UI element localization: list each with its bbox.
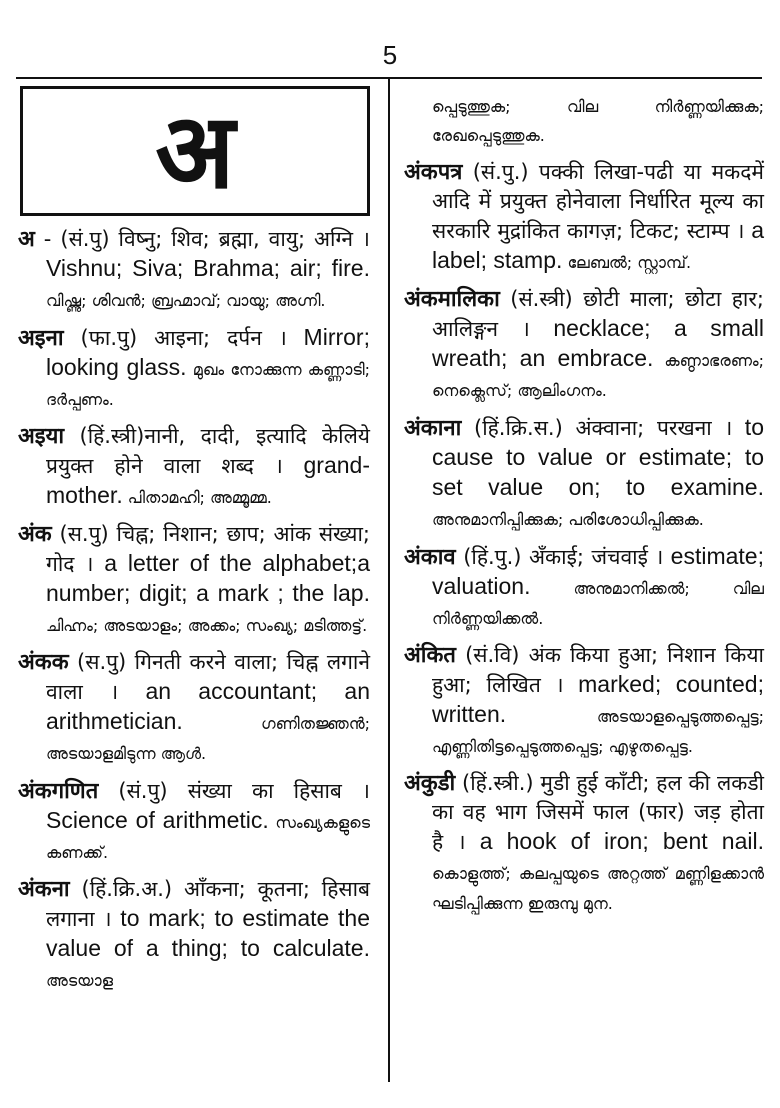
headword: अंकक [18,650,69,675]
headword: अंकाना [404,416,462,441]
headword: अंक [18,522,52,547]
malayalam-definition: കൊളുത്ത്; കലപ്പയുടെ അറ്റത്ത് മണ്ണിളക്കാൻ ഘടിപ്പിക്കുന്ന ഇരുമ്പു മുന. [432,864,764,913]
english-definition: grand-mother. [46,452,370,508]
malayalam-definition: മുഖം നോക്കുന്ന കണ്ണാടി; ദർപ്പണം. [46,360,370,409]
english-definition: an accountant; an arithmetician. [46,678,370,734]
hindi-definition: (स.पु) गिनती करने वाला; चिह्न लगाने वाला । [46,650,370,704]
headword: अंकना [18,877,70,902]
malayalam-definition: അടയാള [46,971,114,990]
right-column [404,92,764,926]
english-definition: a letter of the alphabet;a number; digit; a mark ; the lap. [46,550,370,606]
headword: अंकगणित [18,779,99,804]
headword: अंकपत्र [404,160,463,185]
malayalam-definition: വിഷ്ണു; ശിവൻ; ബ്രഹ്മാവ്; വായു; അഗ്നി. [46,291,326,310]
dictionary-entry [18,520,370,640]
dictionary-entry [18,776,370,867]
english-definition: a label; stamp. [432,217,765,273]
dictionary-entry [404,285,764,405]
malayalam-definition: കണ്ഠാഭരണം; നെക്ലെസ്; ആലിംഗനം. [432,351,765,400]
english-definition: a hook of iron; bent nail. [465,828,764,854]
hindi-definition: (हिं.क्रि.स.) अंक्वाना; परखना । [461,416,733,440]
hindi-definition: - (सं.पु) विष्नु; शिव; ब्रह्मा, वायु; अग्नि । [34,227,370,251]
malayalam-definition: അനുമാനിപ്പിക്കുക; പരിശോധിപ്പിക്കുക. [432,510,704,529]
malayalam-definition: ലേബൽ; സ്റ്റാമ്പ്. [562,253,692,272]
english-definition: marked; counted; written. [432,671,764,727]
dictionary-entry [18,875,370,995]
english-definition: to cause to value or estimate; to set value on; to examine. [432,414,764,500]
section-letter: अ [155,90,235,212]
dictionary-entry [404,769,764,918]
hindi-definition: (हिं.पु.) अँकाई; जंचवाई । [455,545,664,569]
dictionary-entry [18,323,370,414]
english-definition: Science of arithmetic. [46,807,269,833]
english-definition: estimate; valuation. [432,543,764,599]
dictionary-entry [18,224,370,315]
dictionary-entry [404,158,764,277]
english-definition: Vishnu; Siva; Brahma; air; fire. [46,255,370,281]
headword: अंकित [404,643,456,668]
section-letter-box [20,86,370,216]
headword: अइया [18,424,65,449]
malayalam-definition: അടയാളപ്പെടുത്തപ്പെട്ട; എണ്ണിതിട്ടപ്പെടുത്തപ്പെട്ട; എഴുതപ്പെട്ട. [432,707,764,756]
headword: अंकुडी [404,771,456,796]
left-column [18,224,370,1003]
dictionary-entry [404,641,764,761]
headword: अ [18,227,35,252]
hindi-definition: (सं.पु) संख्या का हिसाब । [98,779,370,803]
malayalam-definition: പിതാമഹി; അമ്മൂമ്മ. [122,488,272,507]
english-definition: to mark; to estimate the value of a thing; to calculate. [46,905,370,961]
hindi-definition: (हिं.क्रि.अ.) आँकना; कूतना; हिसाब लगाना । [46,877,370,931]
hindi-definition: (सं.पु.) पक्की लिखा-पढी या मकदमें आदि में प्रयुक्त होनेवाला निर्धारित मूल्य का सरकारि मुद्रांकित कागज़; टिकट; स्टाम्प । [432,160,764,243]
hindi-definition: (हिं.स्त्री)नानी, दादी, इत्यादि केलिये प्रयुक्त होने वाला शब्द । [46,424,370,478]
dictionary-entry [404,413,764,534]
headword: अंकाव [404,545,456,570]
malayalam-definition: ചിഹ്നം; അടയാളം; അക്കം; സംഖ്യ; മടിത്തട്ട്. [46,616,368,635]
hindi-definition: (फा.पु) आइना; दर्पन । [63,326,287,350]
hindi-definition: (सं.स्त्री) छोटी माला; छोटा हार; आलिङ्गन । [432,287,764,341]
dictionary-entry [18,422,370,512]
malayalam-definition: സംഖ്യകളുടെ കണക്ക്. [46,813,371,862]
hindi-definition: (हिं.स्त्री.) मुडी हुई काँटी; हल की लकडी का वह भाग जिसमें फाल (फार) जड़ होता है । [432,771,764,854]
headword: अंकमालिका [404,287,500,312]
english-definition: Mirror; looking glass. [46,324,370,380]
dictionary-entry [404,542,764,633]
page-number: 5 [382,40,398,70]
continued-entry-text: പ്പെടുത്തുക; വില നിർണ്ണയിക്കുക; രേഖപ്പെടുത്തുക. [432,97,764,145]
dictionary-entry [18,648,370,768]
column-divider [388,77,390,1082]
hindi-definition: (सं.वि) अंक किया हुआ; निशान किया हुआ; लिखित । [432,643,764,697]
headword: अइना [18,326,64,351]
hindi-definition: (स.पु) चिह्न; निशान; छाप; आंक संख्या; गोद । [46,522,370,576]
malayalam-definition: അനുമാനിക്കൽ; വില നിർണ്ണയിക്കൽ. [432,579,764,628]
english-definition: necklace; a small wreath; an embrace. [432,315,764,371]
malayalam-definition: ഗണിതജ്ഞൻ; അടയാളമിടുന്ന ആൾ. [46,714,370,763]
